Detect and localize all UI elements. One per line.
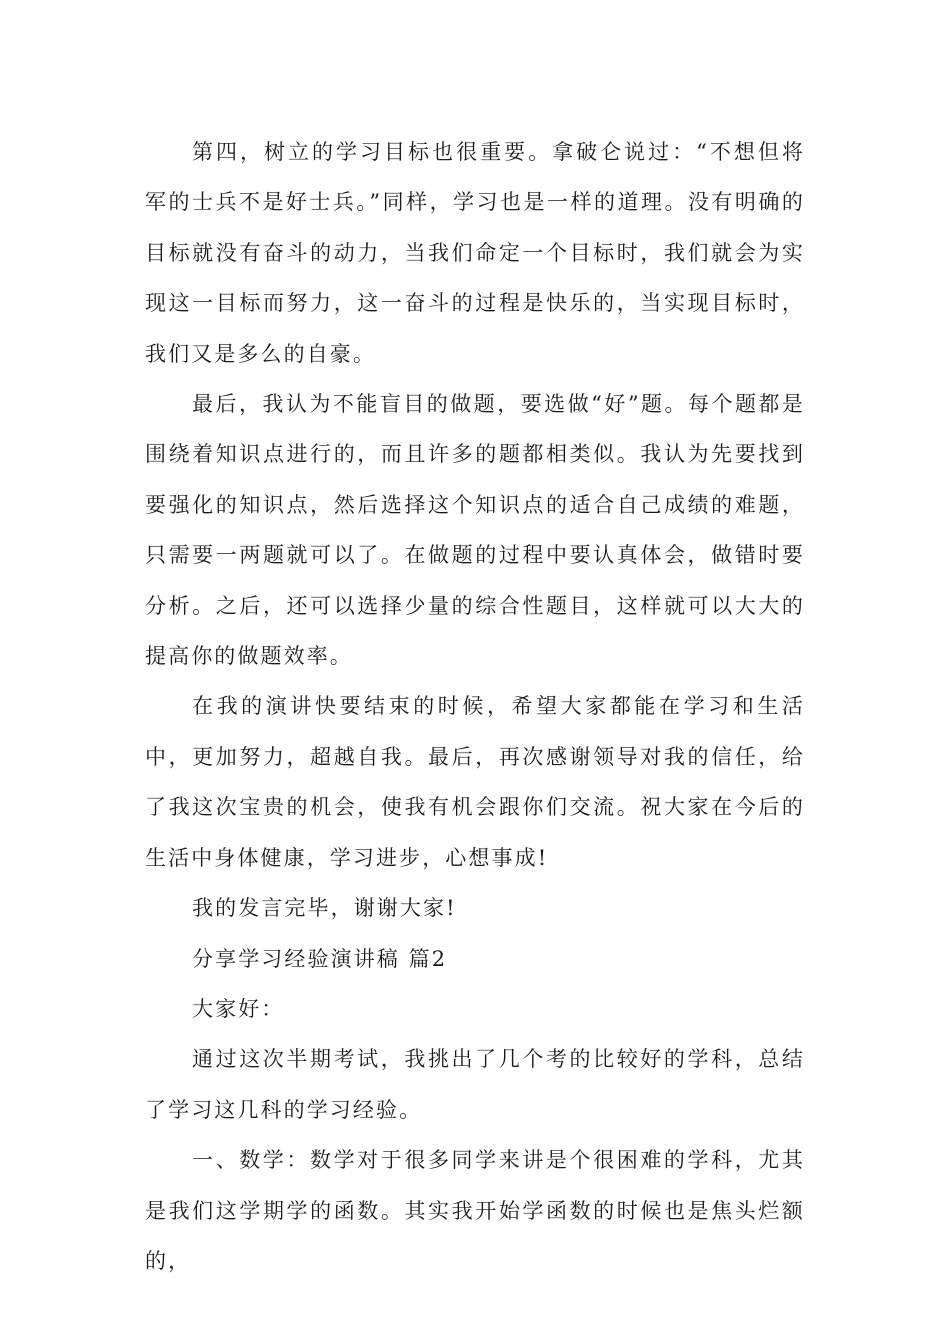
paragraph-closing-remarks: 在我的演讲快要结束的时候，希望大家都能在学习和生活中，更加努力，超越自我。最后，再次感谢领导对我的信任，给了我这次宝贵的机会，使我有机会跟你们交流。祝大家在今后的生活中身体健康，学习进步，心想事成!: [145, 694, 805, 870]
document-page: [145, 127, 805, 1286]
paragraph-exam-summary: 通过这次半期考试，我挑出了几个考的比较好的学科，总结了学习这几科的学习经验。: [145, 1047, 805, 1122]
paragraph-math: 一、数学：数学对于很多同学来讲是个很困难的学科，尤其是我们这学期学的函数。其实我开始学函数的时候也是焦头烂额的，: [145, 1148, 805, 1273]
paragraph-choose-problems: 最后，我认为不能盲目的做题，要选做“好”题。每个题都是围绕着知识点进行的，而且许多的题都相类似。我认为先要找到要强化的知识点，然后选择这个知识点的适合自己成绩的难题，只需要一两题就可以了。在做题的过程中要认真体会，做错时要分析。之后，还可以选择少量的综合性题目，这样就可以大大的提高你的做题效率。: [145, 392, 805, 669]
section-heading: 分享学习经验演讲稿 篇2: [192, 946, 448, 971]
greeting: 大家好：: [192, 996, 285, 1021]
paragraph-thanks: 我的发言完毕，谢谢大家!: [192, 896, 457, 921]
paragraph-goal-setting: 第四，树立的学习目标也很重要。拿破仑说过：“不想但将军的士兵不是好士兵。”同样，学习也是一样的道理。没有明确的目标就没有奋斗的动力，当我们命定一个目标时，我们就会为实现这一目标而努力，这一奋斗的过程是快乐的，当实现目标时，我们又是多么的自豪。: [145, 140, 805, 366]
